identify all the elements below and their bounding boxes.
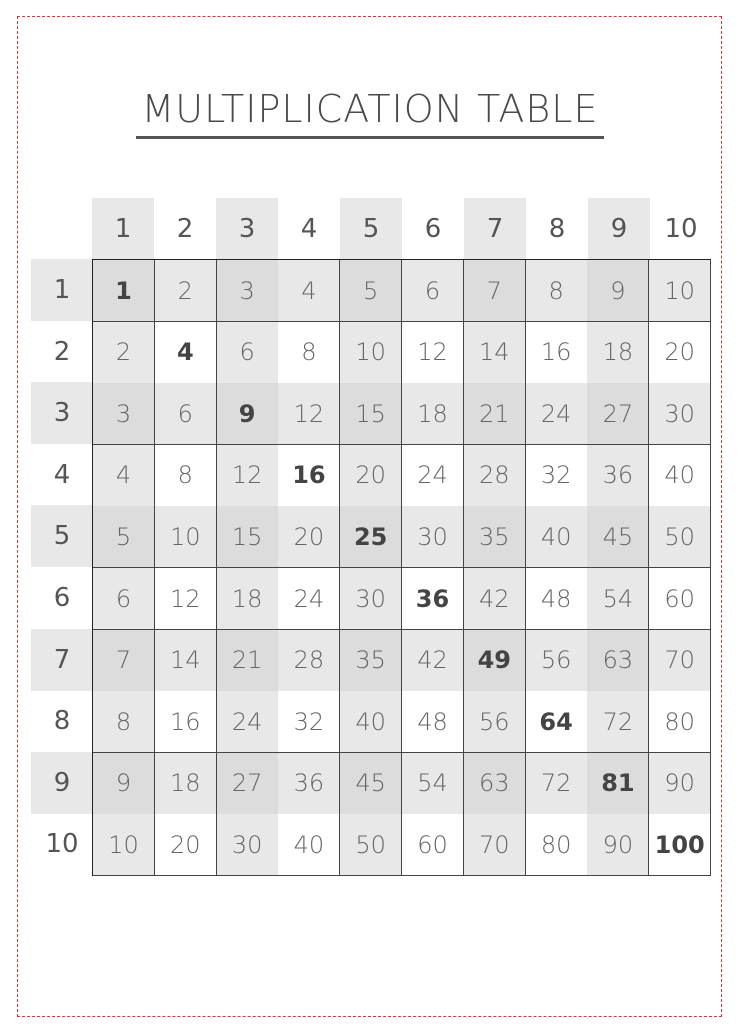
table-cell: 12 <box>402 322 464 384</box>
table-cell-square: 49 <box>464 630 526 692</box>
table-cell: 50 <box>340 814 402 876</box>
table-cell: 3 <box>217 260 279 322</box>
table-cell: 70 <box>649 630 711 692</box>
table-cell: 6 <box>155 383 217 445</box>
table-cell: 14 <box>155 630 217 692</box>
table-cell: 40 <box>278 814 340 876</box>
table-cell: 3 <box>93 383 155 445</box>
table-cell: 24 <box>402 445 464 507</box>
table-cell: 20 <box>649 322 711 384</box>
table-cell: 12 <box>155 568 217 630</box>
table-cell: 63 <box>587 630 649 692</box>
column-header: 3 <box>216 198 278 260</box>
row-header: 8 <box>53 706 71 737</box>
table-cell: 90 <box>649 753 711 815</box>
table-cell: 35 <box>340 630 402 692</box>
table-cell-square: 64 <box>526 691 588 753</box>
table-cell: 9 <box>93 753 155 815</box>
row-header: 1 <box>31 259 93 321</box>
table-cell: 21 <box>217 630 279 692</box>
table-cell: 56 <box>526 630 588 692</box>
table-cell: 42 <box>402 630 464 692</box>
table-cell: 72 <box>526 753 588 815</box>
table-cell: 54 <box>587 568 649 630</box>
table-cell: 10 <box>340 322 402 384</box>
title-wrapper <box>0 86 740 139</box>
table-cell: 20 <box>155 814 217 876</box>
table-cell: 6 <box>402 260 464 322</box>
table-cell: 21 <box>464 383 526 445</box>
table-cell: 18 <box>155 753 217 815</box>
table-cell: 14 <box>464 322 526 384</box>
table-cell: 63 <box>464 753 526 815</box>
row-header: 2 <box>53 336 71 367</box>
table-cell: 15 <box>340 383 402 445</box>
table-cell: 30 <box>649 383 711 445</box>
table-cell: 45 <box>587 506 649 568</box>
column-header: 5 <box>340 198 402 260</box>
table-cell: 10 <box>649 260 711 322</box>
table-cell: 16 <box>155 691 217 753</box>
row-header: 3 <box>31 382 93 444</box>
column-header: 10 <box>664 214 698 244</box>
table-cell: 24 <box>526 383 588 445</box>
table-cell: 45 <box>340 753 402 815</box>
table-cell: 36 <box>587 445 649 507</box>
table-cell: 8 <box>278 322 340 384</box>
column-header: 8 <box>548 214 566 244</box>
table-cell: 60 <box>402 814 464 876</box>
table-cell: 32 <box>278 691 340 753</box>
table-cell-square: 100 <box>649 814 711 876</box>
table-cell: 32 <box>526 445 588 507</box>
table-cell: 30 <box>402 506 464 568</box>
column-header: 9 <box>588 198 650 260</box>
table-cell: 9 <box>587 260 649 322</box>
table-cell-square: 4 <box>155 322 217 384</box>
table-cell: 40 <box>340 691 402 753</box>
row-header: 6 <box>53 583 71 613</box>
table-cell: 18 <box>402 383 464 445</box>
table-cell: 72 <box>587 691 649 753</box>
table-cell: 2 <box>93 322 155 384</box>
table-cell: 27 <box>587 383 649 445</box>
table-cell: 24 <box>278 568 340 630</box>
column-header: 4 <box>300 214 318 244</box>
table-cell: 80 <box>526 814 588 876</box>
table-cell-square: 81 <box>587 753 649 815</box>
table-cell: 8 <box>93 691 155 753</box>
table-cell: 80 <box>649 691 711 753</box>
table-cell-square: 9 <box>217 383 279 445</box>
table-cell: 54 <box>402 753 464 815</box>
table-cell: 18 <box>587 322 649 384</box>
table-cell: 30 <box>340 568 402 630</box>
table-cell: 20 <box>340 445 402 507</box>
table-cell: 28 <box>464 445 526 507</box>
table-cell: 70 <box>464 814 526 876</box>
table-cell: 12 <box>217 445 279 507</box>
table-cell-square: 36 <box>402 568 464 630</box>
table-cell: 8 <box>155 445 217 507</box>
table-cell: 4 <box>93 445 155 507</box>
table-cell-square: 25 <box>340 506 402 568</box>
table-cell: 48 <box>526 568 588 630</box>
table-cell: 12 <box>278 383 340 445</box>
table-cell: 30 <box>217 814 279 876</box>
table-cell: 60 <box>649 568 711 630</box>
table-cell: 16 <box>526 322 588 384</box>
row-header: 9 <box>31 752 93 814</box>
table-cell: 7 <box>464 260 526 322</box>
table-cell: 2 <box>155 260 217 322</box>
table-cell: 28 <box>278 630 340 692</box>
table-cell: 4 <box>278 260 340 322</box>
table-cell: 6 <box>217 322 279 384</box>
column-header: 7 <box>464 198 526 260</box>
table-cell: 35 <box>464 506 526 568</box>
table-cell: 27 <box>217 753 279 815</box>
row-header: 7 <box>31 629 93 691</box>
table-cell: 56 <box>464 691 526 753</box>
table-cell: 10 <box>155 506 217 568</box>
table-cell: 50 <box>649 506 711 568</box>
table-cell: 15 <box>217 506 279 568</box>
table-cell-square: 16 <box>278 445 340 507</box>
table-cell: 20 <box>278 506 340 568</box>
table-cell: 7 <box>93 630 155 692</box>
table-cell: 36 <box>278 753 340 815</box>
table-cell: 5 <box>93 506 155 568</box>
table-cell: 5 <box>340 260 402 322</box>
table-cell: 48 <box>402 691 464 753</box>
row-header: 4 <box>53 459 71 490</box>
multiplication-grid <box>92 259 711 876</box>
table-cell: 40 <box>526 506 588 568</box>
table-cell: 18 <box>217 568 279 630</box>
column-header: 2 <box>176 214 194 244</box>
column-header: 1 <box>92 198 154 260</box>
page-title: MULTIPLICATION TABLE <box>136 86 605 139</box>
row-header: 10 <box>45 829 79 860</box>
table-cell: 24 <box>217 691 279 753</box>
table-cell: 40 <box>649 445 711 507</box>
table-cell: 8 <box>526 260 588 322</box>
table-cell: 90 <box>587 814 649 876</box>
column-header: 6 <box>424 214 442 244</box>
row-header: 5 <box>31 505 93 567</box>
table-cell: 42 <box>464 568 526 630</box>
table-cell: 10 <box>93 814 155 876</box>
table-cell: 6 <box>93 568 155 630</box>
table-cell-square: 1 <box>93 260 155 322</box>
